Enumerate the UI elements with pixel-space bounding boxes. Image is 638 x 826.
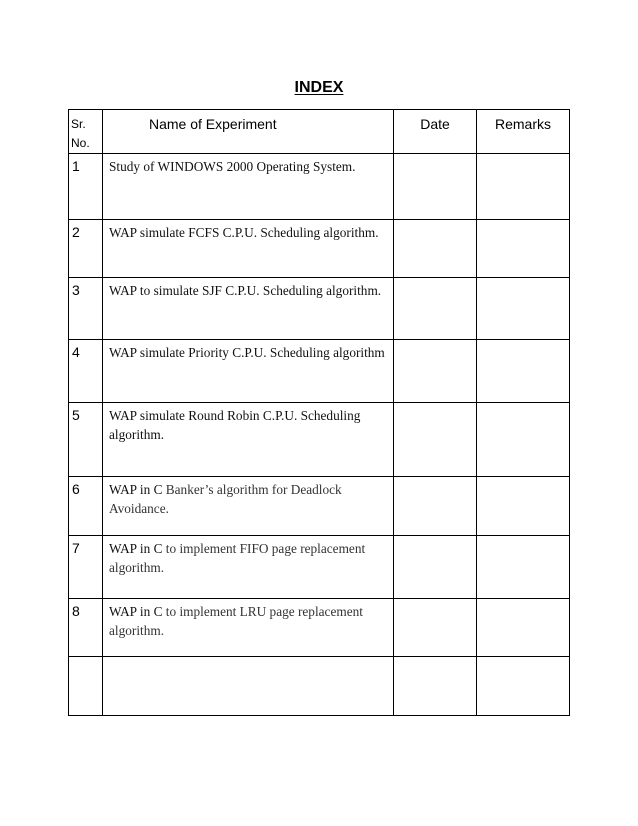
experiment-text-rest: to implement LRU page replacement algorithm. — [109, 604, 363, 638]
experiment-text-rest: Banker’s algorithm for Deadlock Avoidance. — [109, 482, 342, 516]
row-remarks-cell — [477, 536, 570, 599]
experiment-text: WAP in C — [109, 604, 163, 619]
experiment-text: WAP simulate Priority C.P.U. Scheduling algorithm — [109, 345, 385, 360]
experiment-text: WAP in C — [109, 541, 163, 556]
row-experiment-name — [103, 278, 394, 340]
row-experiment-name — [103, 154, 394, 220]
row-experiment-name — [103, 599, 394, 657]
row-date-cell — [394, 340, 477, 403]
row-experiment-name — [103, 220, 394, 278]
row-sr-no — [69, 657, 103, 716]
row-remarks-cell — [477, 477, 570, 536]
experiment-text: WAP to simulate SJF C.P.U. Scheduling algorithm. — [109, 283, 382, 298]
row-date-cell — [394, 477, 477, 536]
page-title-text: INDEX — [294, 79, 344, 96]
experiment-text: WAP simulate Round Robin C.P.U. Scheduling algorithm. — [109, 408, 361, 442]
row-date-cell — [394, 220, 477, 278]
table-row — [69, 220, 570, 278]
page-title — [0, 79, 638, 97]
table-header-row — [69, 110, 570, 154]
header-remarks: Remarks — [477, 110, 570, 154]
row-experiment-name — [103, 340, 394, 403]
header-name-of-experiment: Name of Experiment — [103, 110, 394, 154]
table-row — [69, 477, 570, 536]
table-row — [69, 599, 570, 657]
table-row — [69, 536, 570, 599]
row-date-cell — [394, 599, 477, 657]
index-table — [68, 109, 570, 716]
row-sr-no: 4 — [69, 340, 103, 403]
header-date: Date — [394, 110, 477, 154]
table-row — [69, 154, 570, 220]
row-experiment-name — [103, 536, 394, 599]
header-sr-no: Sr. No. — [69, 110, 103, 154]
row-sr-no: 5 — [69, 403, 103, 477]
row-sr-no: 1 — [69, 154, 103, 220]
table-row-empty — [69, 657, 570, 716]
row-remarks-cell — [477, 220, 570, 278]
row-experiment-name — [103, 477, 394, 536]
row-sr-no: 7 — [69, 536, 103, 599]
table-row — [69, 403, 570, 477]
table-row — [69, 340, 570, 403]
row-sr-no: 2 — [69, 220, 103, 278]
row-date-cell — [394, 403, 477, 477]
row-remarks-cell — [477, 657, 570, 716]
row-remarks-cell — [477, 599, 570, 657]
experiment-text: Study of WINDOWS 2000 Operating System. — [109, 159, 356, 174]
row-sr-no: 8 — [69, 599, 103, 657]
row-date-cell — [394, 154, 477, 220]
row-experiment-name — [103, 403, 394, 477]
row-date-cell — [394, 536, 477, 599]
row-remarks-cell — [477, 340, 570, 403]
row-date-cell — [394, 278, 477, 340]
experiment-text: WAP in C — [109, 482, 163, 497]
row-experiment-name — [103, 657, 394, 716]
row-remarks-cell — [477, 154, 570, 220]
row-sr-no: 6 — [69, 477, 103, 536]
row-sr-no: 3 — [69, 278, 103, 340]
row-remarks-cell — [477, 278, 570, 340]
row-date-cell — [394, 657, 477, 716]
experiment-text: WAP simulate FCFS C.P.U. Scheduling algorithm. — [109, 225, 379, 240]
experiment-text-rest: to implement FIFO page replacement algorithm. — [109, 541, 366, 575]
row-remarks-cell — [477, 403, 570, 477]
table-row — [69, 278, 570, 340]
